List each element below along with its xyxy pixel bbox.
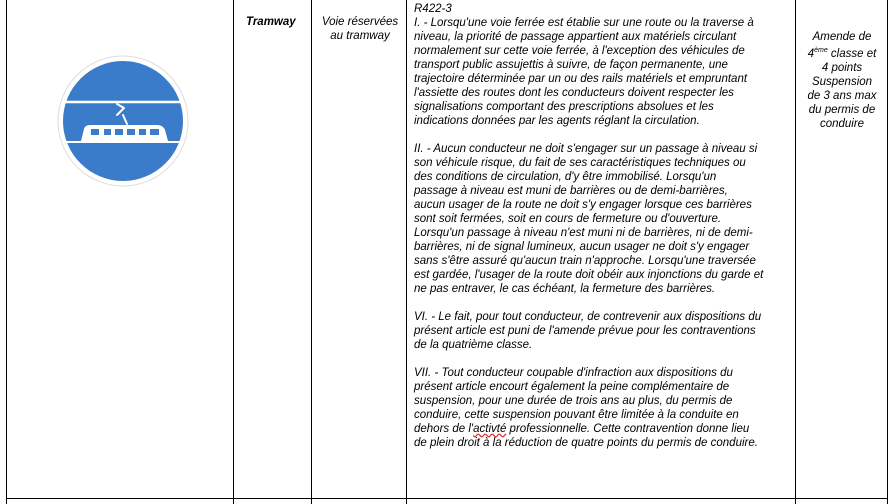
- tramway-sign-icon: [57, 55, 189, 187]
- misspelled-word: activté: [473, 423, 507, 435]
- column-divider-4: [795, 0, 796, 504]
- column-divider-2: [311, 0, 312, 504]
- penalty-class: 4ème classe et: [807, 47, 877, 60]
- lane-designation: Voie réservées au tramway: [321, 16, 399, 42]
- row-divider-bottom: [6, 498, 888, 499]
- penalty-license-end: conduire: [819, 117, 865, 130]
- penalty-suspension: Suspension: [811, 75, 873, 88]
- article-paragraph-2: II. - Aucun conducteur ne doit s'engager sur un passage à niveau si son véhicule risque, du fait de ses caractéristiques techniques ou des conditions de circulation, d'y être immobilisé. Lorsqu'un passage à niveau est muni de barrières ou de demi-barrières, aucun usager de la route ne doit s'y engager lorsque ces barrières sont soit fermées, soit en cours de fermeture ou d'ouverture. Lorsqu'un passage à niveau n'est muni ni de barrières, ni de demi- barrières, ni de signal lumineux, aucun usager ne doit s'y engager sans s'être assuré qu'aucun train n'approche. Lorsqu'une traversée est gardée, l'usager de la route doit obéir aux injonctions du garde et ne pas entraver, le cas échéant, la fermeture des barrières.: [414, 143, 764, 295]
- tramway-label: Tramway: [246, 16, 296, 28]
- column-divider-1: [233, 0, 234, 504]
- column-divider-3: [406, 0, 407, 504]
- penalty-license: du permis de: [808, 103, 876, 116]
- penalty-points: 4 points: [821, 61, 863, 74]
- article-paragraph-6: VI. - Le fait, pour tout conducteur, de contrevenir aux dispositions du présent article est puni de l'amende prévue pour les contraventions de la quatrième classe.: [414, 311, 762, 351]
- article-paragraph-7: VII. - Tout conducteur coupable d'infraction aux dispositions du présent article encourt également la peine complémentaire de suspension, pour une durée de trois ans au plus, du permis de conduire, cette suspension pouvant être limitée à la conduite en dehors de l'activté professionnelle. Cette contravention donne lieu de plein droit à la réduction de quatre points du permis de conduire.: [414, 367, 758, 449]
- article-paragraph-1: I. - Lorsqu'une voie ferrée est établie sur une route ou la traverse à niveau, la priorité de passage appartient aux matériels circulant normalement sur cette voie ferrée, à l'exception des véhicules de transport public assujettis à suivre, de façon permanente, une trajectoire déterminée par un ou des rails matériels et empruntant l'assiette des routes dont les conducteurs doivent respecter les signalisations comportant des prescriptions absolues et les indications données par les agents réglant la circulation.: [414, 17, 754, 127]
- table-border-right: [887, 0, 888, 504]
- penalty-fine: Amende de: [812, 31, 872, 43]
- article-reference: R422-3: [414, 3, 452, 15]
- penalty-duration: de 3 ans max: [807, 89, 877, 102]
- table-border-left: [6, 0, 7, 504]
- article-text: [414, 2, 794, 450]
- penalty-cell: [798, 30, 886, 131]
